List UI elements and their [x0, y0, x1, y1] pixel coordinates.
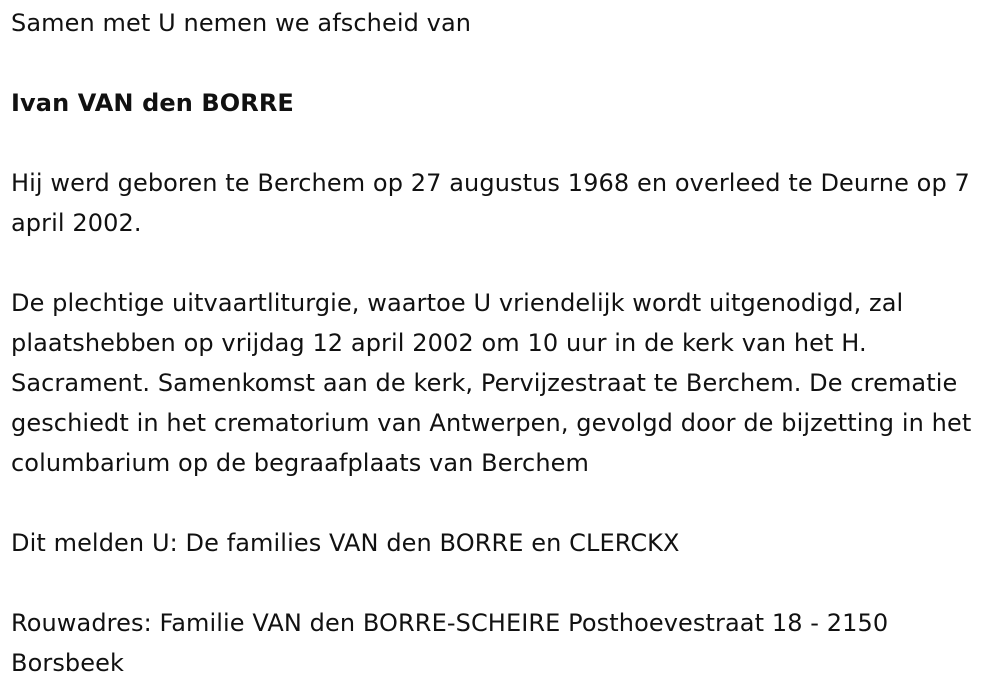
intro-text: Samen met U nemen we afscheid van	[11, 9, 472, 37]
ceremony-text: De plechtige uitvaartliturgie, waartoe U vriendelijk wordt uitgenodigd, zal plaatshebben op vrijdag 12 april 2002 om 10 uur in de kerk van het H. Sacrament. Samenkomst aan de kerk, Pervijzestraat te Berchem. De crematie geschiedt in het crematorium van Antwerpen, gevolgd door de bijzetting in het columbarium op de begraafplaats van Berchem	[11, 289, 972, 477]
announced-by-text: Dit melden U: De families VAN den BORRE en CLERCKX	[11, 529, 680, 557]
deceased-name: Ivan VAN den BORRE	[11, 89, 294, 117]
mourning-address-text: Rouwadres: Familie VAN den BORRE-SCHEIRE Posthoevestraat 18 - 2150 Borsbeek	[11, 609, 889, 677]
birth-death-text: Hij werd geboren te Berchem op 27 augustus 1968 en overleed te Deurne op 7 april 2002.	[11, 169, 970, 237]
